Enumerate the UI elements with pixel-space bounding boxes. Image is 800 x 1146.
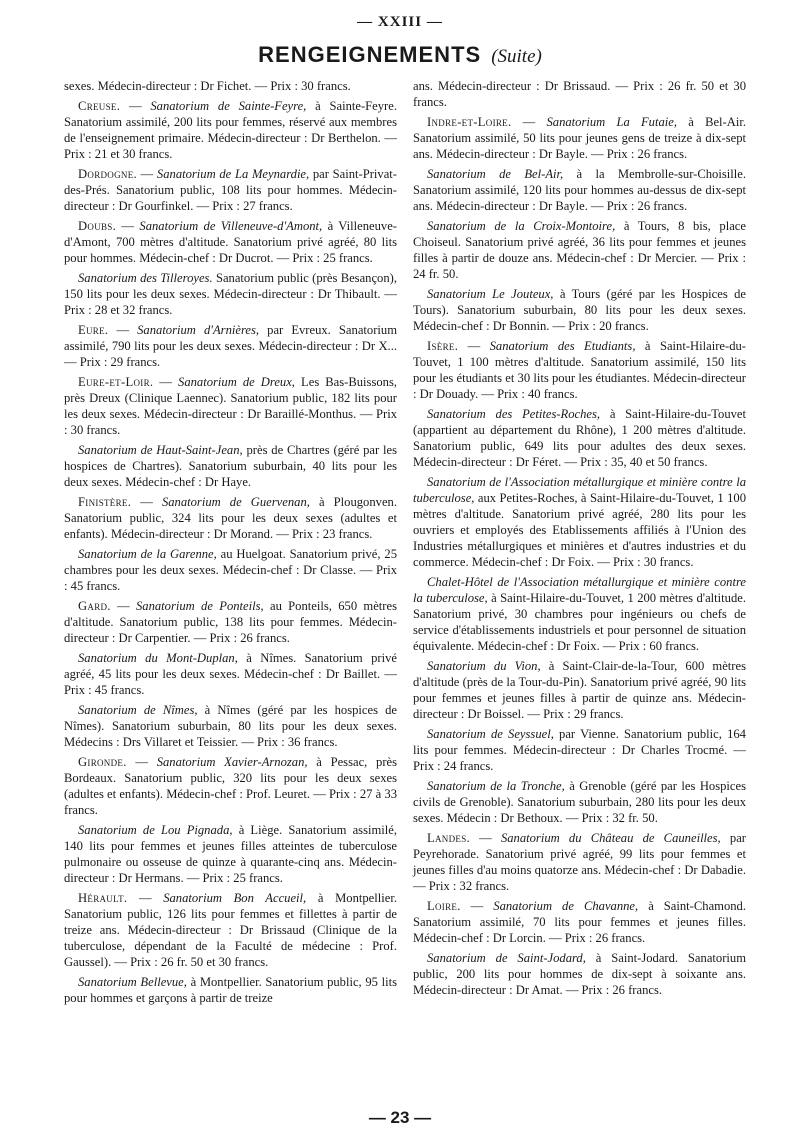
sanatorium-name: Sanatorium des Petites-Roches, <box>427 407 601 421</box>
sanatorium-name: Sanatorium La Futaie, <box>546 115 678 129</box>
sanatorium-name: Sanatorium de la Garenne, <box>78 547 217 561</box>
sanatorium-entry <box>413 78 746 110</box>
department-name: Creuse. <box>78 99 121 113</box>
sanatorium-entry <box>413 950 746 998</box>
sanatorium-entry: Gard. — Sanatorium de Ponteils, au Ponteils, 650 mètres d'altitude. Sanatorium public, 138 lits pour femmes. Médecin-directeur : Dr Carpentier. — Prix : 26 francs. <box>64 599 397 645</box>
entry-text: à Liège. Sanatorium assimilé, 140 lits pour femmes et jeunes filles atteintes de tuberculose pulmonaire ou osseuse de quinze à quarante-cinq ans. Médecin-directeur : Dr Hermans. — Prix : 25 francs. <box>64 823 398 885</box>
entry-text: à Nîmes (géré par les hospices de Nîmes). Sanatorium suburbain, 80 lits pour les deux sexes. Médecins : Drs Villaret et Teissier. — Prix : 36 francs. <box>64 703 398 749</box>
entry-text: à Plougonven. Sanatorium public, 324 lits pour les deux sexes (adultes et enfants). Médecin-directeur : Dr Morand. — Prix : 23 francs. <box>64 495 397 541</box>
sanatorium-entry: Eure-et-Loir. — Sanatorium de Dreux, Les Bas-Buissons, près Dreux (Clinique Laennec). Sanatorium public, 182 lits pour les deux sexes. Médecin-directeur : Dr Baraillé-Monthus. — Prix : 30 francs. <box>64 375 397 437</box>
sanatorium-entry <box>413 778 746 826</box>
sanatorium-name: Sanatorium de la Tronche, <box>427 779 565 793</box>
sanatorium-entry <box>413 726 746 774</box>
sanatorium-name: Sanatorium du Mont-Duplan, <box>78 651 238 665</box>
sanatorium-name: Sanatorium des Tilleroyes. <box>78 271 213 285</box>
sanatorium-name: Sanatorium de Saint-Jodard, <box>427 951 586 965</box>
entry-text: à Tours, 8 bis, place Choiseul. Sanatorium privé agréé, 36 lits pour femmes et jeunes filles à partir de douze ans. Médecin-chef : Dr Mercier. — Prix : 24 fr. 50. <box>413 219 746 281</box>
sanatorium-entry <box>413 574 746 654</box>
left-column <box>64 78 397 1010</box>
sanatorium-entry <box>64 822 397 886</box>
department-name: Dordogne. <box>78 167 137 181</box>
sanatorium-entry: Gironde. — Sanatorium Xavier-Arnozan, à Pessac, près Bordeaux. Sanatorium public, 320 lits pour les deux sexes (adultes et enfants). Médecin-chef : Prof. Leuret. — Prix : 27 à 33 francs. <box>64 755 398 817</box>
sanatorium-name: Sanatorium de l'Association métallurgique et minière contre la tuberculose, <box>413 475 746 505</box>
entry-text: à Saint-Hilaire-du-Touvet (appartient au département du Rhône), 1 200 mètres d'altitude. Sanatorium public, 649 lits pour adultes des deux sexes. Médecin-directeur : Dr Féret. — Prix : 35, 40 et 50 francs. <box>413 407 746 469</box>
title-main: RENGEIGNEMENTS <box>258 42 482 67</box>
sanatorium-name: Sanatorium Bon Accueil, <box>163 891 307 905</box>
entry-text: au Ponteils, 650 mètres d'altitude. Sanatorium public, 138 lits pour femmes. Médecin-directeur : Dr Carpentier. — Prix : 26 francs. <box>64 599 397 645</box>
entry-text: à Saint-Hilaire-du-Touvet, 1 100 mètres d'altitude. Sanatorium assimilé, 150 lits pour les étudiants et 30 lits pour les étudiantes. Médecin-directeur : Dr Douady. — Prix : 40 francs. <box>413 339 746 401</box>
entry-text: par Peyrehorade. Sanatorium privé agréé, 99 lits pour femmes et jeunes filles d'au moins quatorze ans. Médecin-chef : Dr Dabadie. — Prix : 32 francs. <box>413 831 746 893</box>
sanatorium-entry <box>64 974 397 1006</box>
sanatorium-entry: Landes. — Sanatorium du Château de Cauneilles, par Peyrehorade. Sanatorium privé agréé, 99 lits pour femmes et jeunes filles d'au moins quatorze ans. Médecin-chef : Dr Dabadie. — Prix : 32 francs. <box>413 831 746 893</box>
right-column <box>413 78 746 1002</box>
department-name: Eure. <box>78 323 109 337</box>
sanatorium-entry <box>64 270 397 318</box>
department-name: Finistère. <box>78 495 132 509</box>
department-name: Eure-et-Loir. <box>78 375 154 389</box>
entry-text: à Montpellier. Sanatorium public, 126 lits pour femmes et fillettes à partir de treize ans. Médecin-directeur : Dr Brissaud (Clinique de la tuberculose, dépendant de la Faculté de médecine : Prof. Gaussel). — Prix : 26 fr. 50 et 30 francs. <box>64 891 397 969</box>
sanatorium-entry <box>413 166 746 214</box>
entry-text: Les Bas-Buissons, près Dreux (Clinique Laennec). Sanatorium public, 182 lits pour les deux sexes. Médecin-directeur : Dr Baraillé-Monthus. — Prix : 30 francs. <box>64 375 397 437</box>
sanatorium-name: Sanatorium de Haut-Saint-Jean, <box>78 443 243 457</box>
entry-text: à Montpellier. Sanatorium public, 95 lits pour hommes et garçons à partir de treize <box>64 975 397 1005</box>
sanatorium-name: Sanatorium du Vion, <box>427 659 541 673</box>
sanatorium-name: Sanatorium de Dreux, <box>178 375 295 389</box>
sanatorium-entry <box>64 442 397 490</box>
sanatorium-name: Sanatorium Bellevue, <box>78 975 187 989</box>
page-number: — 23 — <box>368 1108 432 1127</box>
sanatorium-entry <box>413 474 746 570</box>
entry-text: à la Membrolle-sur-Choisille. Sanatorium assimilé, 120 lits pour hommes au-dessus de dix-sept ans. Médecin-directeur : Dr Bayle. — Prix : 26 francs. <box>413 167 746 213</box>
sanatorium-entry: Doubs. — Sanatorium de Villeneuve-d'Amont, à Villeneuve-d'Amont, 700 mètres d'altitude. Sanatorium privé agréé, 80 lits pour hommes. Médecin-chef : Dr Ducrot. — Prix : 25 francs. <box>64 219 397 265</box>
sanatorium-entry: Indre-et-Loire. — Sanatorium La Futaie, à Bel-Air. Sanatorium assimilé, 50 lits pour jeunes gens de treize à dix-sept ans. Médecin-directeur : Dr Bayle. — Prix : 26 francs. <box>413 115 746 161</box>
sanatorium-entry <box>64 702 397 750</box>
sanatorium-name: Sanatorium du Château de Cauneilles, <box>500 831 721 845</box>
sanatorium-entry: Isère. — Sanatorium des Etudiants, à Saint-Hilaire-du-Touvet, 1 100 mètres d'altitude. Sanatorium assimilé, 150 lits pour les étudiants et 30 lits pour les étudiantes. Médecin-directeur : Dr Douady. — Prix : 40 francs. <box>413 339 746 401</box>
page-title <box>0 42 800 68</box>
sanatorium-name: Sanatorium des Etudiants, <box>489 339 636 353</box>
title-suffix: (Suite) <box>491 46 542 67</box>
sanatorium-name: Sanatorium de Ponteils, <box>135 599 264 613</box>
entry-text: à Saint-Hilaire-du-Touvet, 1 200 mètres d'altitude. Sanatorium privé, 30 chambres pour ingénieurs ou chefs de service d'établissements industriels et pour personnel de situation équivalente. Médecin-chef : Dr Foix. — Prix : 60 francs. <box>413 591 746 653</box>
sanatorium-entry: Hérault. — Sanatorium Bon Accueil, à Montpellier. Sanatorium public, 126 lits pour femmes et fillettes à partir de treize ans. Médecin-directeur : Dr Brissaud (Clinique de la tuberculose, dépendant de la Faculté de médecine : Prof. Gaussel). — Prix : 26 fr. 50 et 30 francs. <box>64 891 397 969</box>
entry-text: à Saint-Jodard. Sanatorium public, 200 lits pour hommes de dix-sept à soixante ans. Médecin-directeur : Dr Amat. — Prix : 26 francs. <box>413 951 746 997</box>
department-name: Isère. <box>427 339 459 353</box>
department-name: Landes. <box>427 831 470 845</box>
sanatorium-name: Sanatorium de Villeneuve-d'Amont, <box>139 219 323 233</box>
sanatorium-entry <box>413 406 746 470</box>
entry-text: près de Chartres (géré par les hospices de Chartres). Sanatorium suburbain, 40 lits pour les deux sexes. Médecin-chef : Dr Haye. <box>64 443 397 489</box>
department-name: Gironde. <box>78 755 127 769</box>
sanatorium-entry <box>413 218 746 282</box>
entry-text: à Tours (géré par les Hospices de Tours). Sanatorium suburbain, 80 lits pour les deux sexes. Médecin-chef : Dr Bonnin. — Prix : 20 francs. <box>413 287 746 333</box>
sanatorium-name: Sanatorium de la Croix-Montoire, <box>427 219 616 233</box>
entry-text: à Sainte-Feyre. Sanatorium assimilé, 200 lits pour femmes, réservé aux membres de l'enseignement primaire. Médecin-directeur : Dr Berthelon. — Prix : 21 et 30 francs. <box>64 99 397 161</box>
entry-text: sexes. Médecin-directeur : Dr Fichet. — Prix : 30 francs. <box>64 79 351 93</box>
sanatorium-name: Sanatorium de Sainte-Feyre, <box>150 99 307 113</box>
department-name: Loire. <box>427 899 461 913</box>
sanatorium-name: Sanatorium de Seyssuel, <box>427 727 554 741</box>
entry-text: par Vienne. Sanatorium public, 164 lits pour femmes. Médecin-directeur : Dr Charles Trocmé. — Prix : 24 francs. <box>413 727 746 773</box>
sanatorium-name: Chalet-Hôtel de l'Association métallurgique et minière contre la tuberculose, <box>413 575 746 605</box>
entry-text: Sanatorium public (près Besançon), 150 lits pour les deux sexes. Médecin-directeur : Dr Thibault. — Prix : 28 et 32 francs. <box>64 271 397 317</box>
entry-text: à Saint-Chamond. Sanatorium assimilé, 70 lits pour femmes et jeunes filles. Médecin-chef : Dr Lorcin. — Prix : 26 francs. <box>413 899 746 945</box>
department-name: Hérault. <box>78 891 128 905</box>
entry-text: à Villeneuve-d'Amont, 700 mètres d'altitude. Sanatorium privé agréé, 80 lits pour hommes. Médecin-chef : Dr Ducrot. — Prix : 25 francs. <box>64 219 397 265</box>
sanatorium-entry: Eure. — Sanatorium d'Arnières, par Evreux. Sanatorium assimilé, 790 lits pour les deux sexes. Médecin-directeur : Dr X... — Prix : 29 francs. <box>64 323 397 369</box>
sanatorium-name: Sanatorium Le Jouteux, <box>427 287 554 301</box>
entry-text: à Grenoble (géré par les Hospices civils de Grenoble). Sanatorium suburbain, 280 lits pour les deux sexes. Médecin : Dr Bethoux. — Prix : 32 fr. 50. <box>413 779 746 825</box>
entry-text: par Saint-Privat-des-Prés. Sanatorium public, 108 lits pour hommes. Médecin-directeur : Dr Gourfinkel. — Prix : 27 francs. <box>64 167 398 213</box>
entry-text: à Pessac, près Bordeaux. Sanatorium public, 320 lits pour les deux sexes (adultes et enfants). Médecin-chef : Prof. Leuret. — Prix : 27 à 33 francs. <box>64 755 398 817</box>
entry-text: par Evreux. Sanatorium assimilé, 790 lits pour les deux sexes. Médecin-directeur : Dr X... — Prix : 29 francs. <box>64 323 397 369</box>
entry-text: à Bel-Air. Sanatorium assimilé, 50 lits pour jeunes gens de treize à dix-sept ans. Médecin-directeur : Dr Bayle. — Prix : 26 francs. <box>413 115 746 161</box>
entry-text: au Huelgoat. Sanatorium privé, 25 chambres pour les deux sexes. Médecin-chef : Dr Classe. — Prix : 45 francs. <box>64 547 397 593</box>
sanatorium-entry: Creuse. — Sanatorium de Sainte-Feyre, à Sainte-Feyre. Sanatorium assimilé, 200 lits pour femmes, réservé aux membres de l'enseignement primaire. Médecin-directeur : Dr Berthelon. — Prix : 21 et 30 francs. <box>64 99 397 161</box>
department-name: Indre-et-Loire. <box>427 115 512 129</box>
sanatorium-name: Sanatorium d'Arnières, <box>137 323 260 337</box>
sanatorium-entry: Loire. — Sanatorium de Chavanne, à Saint-Chamond. Sanatorium assimilé, 70 lits pour femmes et jeunes filles. Médecin-chef : Dr Lorcin. — Prix : 26 francs. <box>413 899 746 945</box>
sanatorium-name: Sanatorium Xavier-Arnozan, <box>156 755 308 769</box>
sanatorium-entry: Finistère. — Sanatorium de Guervenan, à Plougonven. Sanatorium public, 324 lits pour les deux sexes (adultes et enfants). Médecin-directeur : Dr Morand. — Prix : 23 francs. <box>64 495 397 541</box>
sanatorium-name: Sanatorium de Lou Pignada, <box>78 823 233 837</box>
department-name: Doubs. <box>78 219 117 233</box>
sanatorium-entry <box>413 658 746 722</box>
entry-text: ans. Médecin-directeur : Dr Brissaud. — Prix : 26 fr. 50 et 30 francs. <box>413 79 746 109</box>
sanatorium-entry <box>64 78 397 94</box>
sanatorium-name: Sanatorium de Chavanne, <box>493 899 639 913</box>
sanatorium-entry <box>64 546 397 594</box>
entry-text: à Nîmes. Sanatorium privé agréé, 45 lits pour les deux sexes. Médecin-chef : Dr Baillet. — Prix : 45 francs. <box>64 651 397 697</box>
sanatorium-entry: Dordogne. — Sanatorium de La Meynardie, par Saint-Privat-des-Prés. Sanatorium public, 108 lits pour hommes. Médecin-directeur : Dr Gourfinkel. — Prix : 27 francs. <box>64 167 398 213</box>
sanatorium-name: Sanatorium de La Meynardie, <box>156 167 310 181</box>
sanatorium-entry <box>64 650 397 698</box>
sanatorium-entry <box>413 286 746 334</box>
sanatorium-name: Sanatorium de Nîmes, <box>78 703 198 717</box>
sanatorium-name: Sanatorium de Bel-Air, <box>427 167 564 181</box>
sanatorium-name: Sanatorium de Guervenan, <box>161 495 310 509</box>
department-name: Gard. <box>78 599 111 613</box>
entry-text: à Saint-Clair-de-la-Tour, 600 mètres d'altitude (près de la Tour-du-Pin). Sanatorium privé agréé, 90 lits pour femmes et jeunes filles à partir de quinze ans. Médecin-directeur : Dr Boissel. — Prix : 29 francs. <box>413 659 746 721</box>
running-head: — XXIII — <box>357 14 443 30</box>
entry-text: aux Petites-Roches, à Saint-Hilaire-du-Touvet, 1 100 mètres d'altitude. Sanatorium privé agréé, 280 lits pour les ouvriers et employés des Etablissements affiliés à l'Union des Industries métallurgiques et minières et d'autres industries et du commerce. Médecin-chef : Dr Foix. — Prix : 30 francs. <box>413 491 746 569</box>
